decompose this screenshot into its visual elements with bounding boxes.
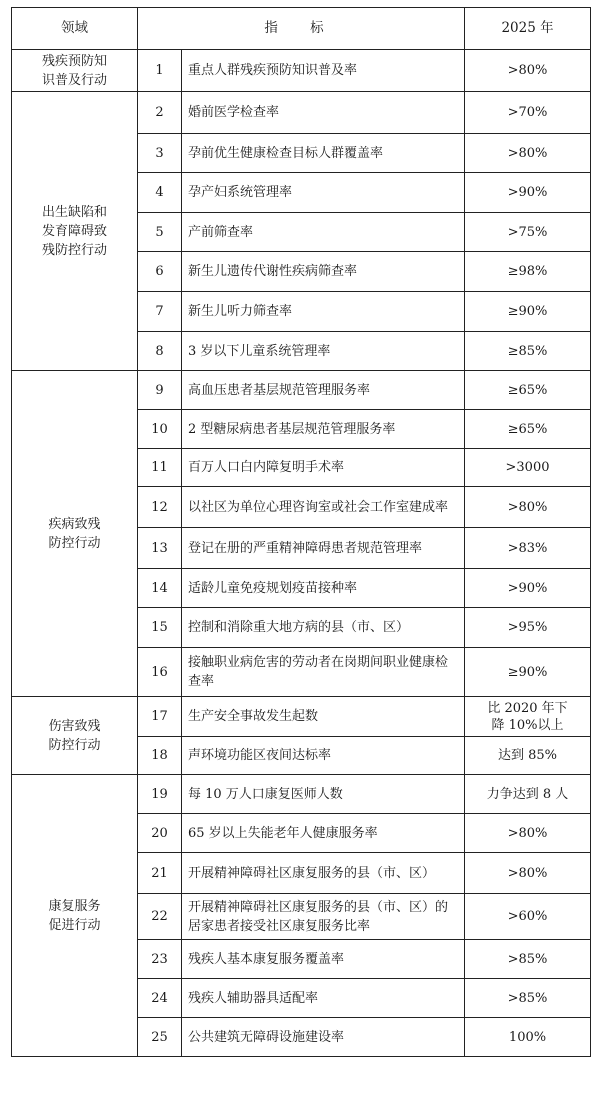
indicator-table bbox=[11, 7, 591, 1057]
row-number: 21 bbox=[138, 853, 182, 894]
table-row bbox=[12, 697, 591, 737]
indicator-cell: 适龄儿童免疫规划疫苗接种率 bbox=[182, 569, 465, 608]
target-cell: >75% bbox=[465, 213, 591, 252]
row-number: 22 bbox=[138, 894, 182, 940]
domain-line: 出生缺陷和 bbox=[41, 204, 107, 220]
indicator-cell: 65 岁以上失能老年人健康服务率 bbox=[182, 814, 465, 853]
target-cell: 力争达到 8 人 bbox=[465, 775, 591, 814]
target-cell: ≥98% bbox=[465, 252, 591, 292]
indicator-cell: 3 岁以下儿童系统管理率 bbox=[182, 332, 465, 371]
header-target: 2025 年 bbox=[465, 8, 591, 50]
target-cell: 100% bbox=[465, 1018, 591, 1057]
target-cell: >85% bbox=[465, 979, 591, 1018]
indicator-cell: 高血压患者基层规范管理服务率 bbox=[182, 371, 465, 410]
target-cell: >70% bbox=[465, 92, 591, 134]
target-cell: >3000 bbox=[465, 449, 591, 487]
target-cell: >90% bbox=[465, 173, 591, 213]
row-number: 11 bbox=[138, 449, 182, 487]
target-cell: ≥65% bbox=[465, 410, 591, 449]
row-number: 13 bbox=[138, 528, 182, 569]
target-cell: >80% bbox=[465, 50, 591, 92]
domain-line: 残防控行动 bbox=[41, 242, 107, 258]
table-body bbox=[12, 50, 591, 1057]
row-number: 16 bbox=[138, 648, 182, 697]
target-cell: 达到 85% bbox=[465, 737, 591, 775]
indicator-cell: 声环境功能区夜间达标率 bbox=[182, 737, 465, 775]
target-cell: >83% bbox=[465, 528, 591, 569]
row-number: 14 bbox=[138, 569, 182, 608]
domain-line: 防控行动 bbox=[48, 737, 101, 753]
row-number: 18 bbox=[138, 737, 182, 775]
indicator-cell: 新生儿遗传代谢性疾病筛查率 bbox=[182, 252, 465, 292]
row-number: 3 bbox=[138, 134, 182, 173]
domain-line: 发育障碍致 bbox=[41, 223, 107, 239]
row-number: 19 bbox=[138, 775, 182, 814]
row-number: 5 bbox=[138, 213, 182, 252]
domain-line: 康复服务 bbox=[48, 898, 101, 914]
row-number: 20 bbox=[138, 814, 182, 853]
target-cell: ≥65% bbox=[465, 371, 591, 410]
row-number: 25 bbox=[138, 1018, 182, 1057]
domain-cell bbox=[12, 92, 138, 371]
row-number: 17 bbox=[138, 697, 182, 737]
indicator-cell: 接触职业病危害的劳动者在岗期间职业健康检查率 bbox=[182, 648, 465, 697]
indicator-cell: 开展精神障碍社区康复服务的县（市、区）的居家患者接受社区康复服务比率 bbox=[182, 894, 465, 940]
indicator-cell: 公共建筑无障碍设施建设率 bbox=[182, 1018, 465, 1057]
target-cell: ≥90% bbox=[465, 648, 591, 697]
target-cell: >85% bbox=[465, 940, 591, 979]
row-number: 12 bbox=[138, 487, 182, 528]
domain-line: 识普及行动 bbox=[41, 72, 107, 88]
target-cell: >95% bbox=[465, 608, 591, 648]
header-indicator: 指 标 bbox=[138, 8, 465, 50]
row-number: 6 bbox=[138, 252, 182, 292]
domain-cell bbox=[12, 371, 138, 697]
row-number: 4 bbox=[138, 173, 182, 213]
domain-line: 残疾预防知 bbox=[41, 53, 107, 69]
indicator-cell: 产前筛查率 bbox=[182, 213, 465, 252]
target-cell: >60% bbox=[465, 894, 591, 940]
header-domain: 领域 bbox=[12, 8, 138, 50]
domain-line: 疾病致残 bbox=[48, 516, 101, 532]
indicator-cell: 2 型糖尿病患者基层规范管理服务率 bbox=[182, 410, 465, 449]
target-cell: ≥85% bbox=[465, 332, 591, 371]
domain-cell bbox=[12, 697, 138, 775]
row-number: 15 bbox=[138, 608, 182, 648]
row-number: 23 bbox=[138, 940, 182, 979]
indicator-cell: 新生儿听力筛查率 bbox=[182, 292, 465, 332]
table-row bbox=[12, 50, 591, 92]
target-cell: >80% bbox=[465, 134, 591, 173]
row-number: 24 bbox=[138, 979, 182, 1018]
row-number: 1 bbox=[138, 50, 182, 92]
table-row bbox=[12, 371, 591, 410]
indicator-cell: 孕前优生健康检查目标人群覆盖率 bbox=[182, 134, 465, 173]
domain-cell bbox=[12, 775, 138, 1057]
target-cell: ≥90% bbox=[465, 292, 591, 332]
domain-cell bbox=[12, 50, 138, 92]
row-number: 2 bbox=[138, 92, 182, 134]
target-cell: 比 2020 年下降 10%以上 bbox=[465, 697, 591, 737]
indicator-cell: 每 10 万人口康复医师人数 bbox=[182, 775, 465, 814]
indicator-cell: 生产安全事故发生起数 bbox=[182, 697, 465, 737]
indicator-cell: 控制和消除重大地方病的县（市、区） bbox=[182, 608, 465, 648]
row-number: 7 bbox=[138, 292, 182, 332]
domain-line: 促进行动 bbox=[48, 917, 101, 933]
table-row bbox=[12, 775, 591, 814]
target-cell: >80% bbox=[465, 487, 591, 528]
domain-line: 防控行动 bbox=[48, 535, 101, 551]
indicator-cell: 残疾人辅助器具适配率 bbox=[182, 979, 465, 1018]
indicator-cell: 重点人群残疾预防知识普及率 bbox=[182, 50, 465, 92]
indicator-cell: 百万人口白内障复明手术率 bbox=[182, 449, 465, 487]
row-number: 8 bbox=[138, 332, 182, 371]
indicator-cell: 开展精神障碍社区康复服务的县（市、区） bbox=[182, 853, 465, 894]
indicator-cell: 登记在册的严重精神障碍患者规范管理率 bbox=[182, 528, 465, 569]
indicator-cell: 孕产妇系统管理率 bbox=[182, 173, 465, 213]
row-number: 10 bbox=[138, 410, 182, 449]
row-number: 9 bbox=[138, 371, 182, 410]
indicator-cell: 以社区为单位心理咨询室或社会工作室建成率 bbox=[182, 487, 465, 528]
target-cell: >90% bbox=[465, 569, 591, 608]
table-row bbox=[12, 92, 591, 134]
indicator-cell: 残疾人基本康复服务覆盖率 bbox=[182, 940, 465, 979]
indicator-cell: 婚前医学检查率 bbox=[182, 92, 465, 134]
table-header-row bbox=[12, 8, 591, 50]
target-cell: >80% bbox=[465, 853, 591, 894]
target-cell: >80% bbox=[465, 814, 591, 853]
domain-line: 伤害致残 bbox=[48, 718, 101, 734]
